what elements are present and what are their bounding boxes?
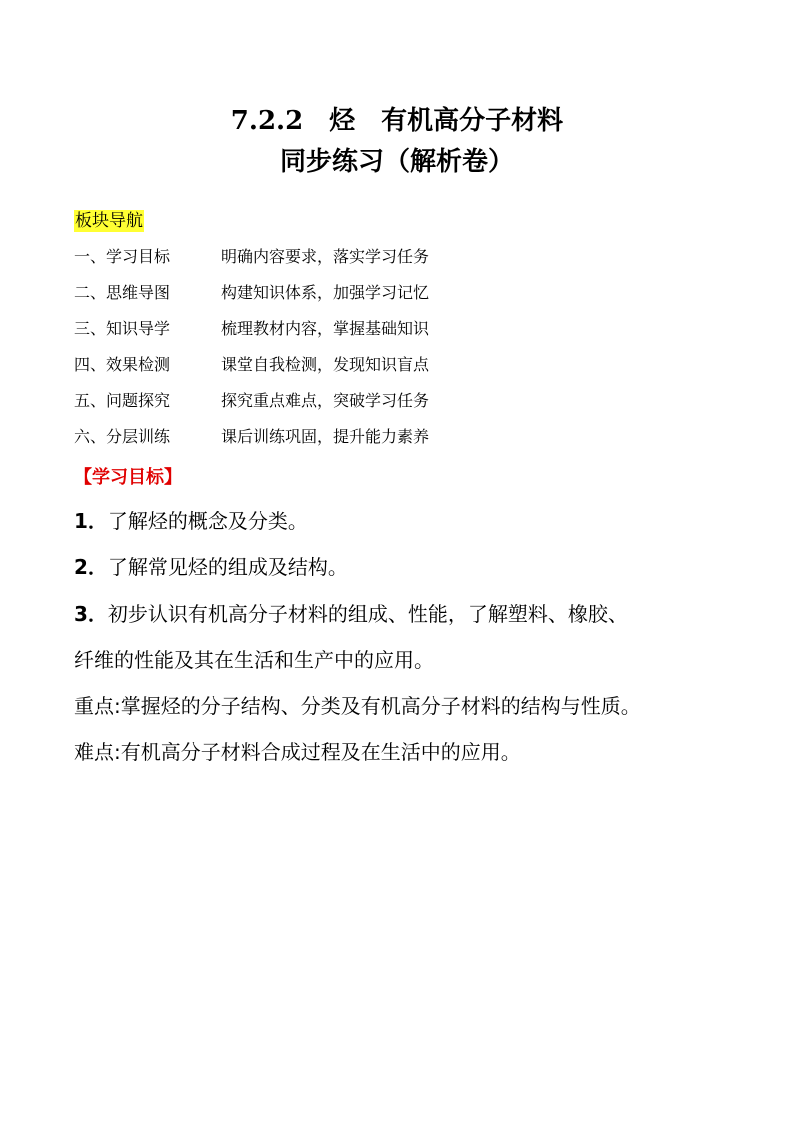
nav-item bbox=[74, 282, 429, 304]
objective-continuation: 纤维的性能及其在生活和生产中的应用。 bbox=[74, 648, 434, 672]
nav-item bbox=[74, 390, 429, 412]
nav-item bbox=[74, 318, 429, 340]
nav-item bbox=[74, 426, 429, 448]
objective-number: 2． bbox=[74, 555, 108, 579]
nav-item bbox=[74, 354, 429, 376]
document-title: 7.2.2 烃 有机高分子材料 bbox=[230, 106, 564, 136]
nav-item-number: 六、 bbox=[74, 427, 107, 446]
nav-item-desc: 构建知识体系，加强学习记忆 bbox=[221, 283, 430, 302]
nav-item-number: 四、 bbox=[74, 355, 107, 374]
nav-item-number: 五、 bbox=[74, 391, 107, 410]
nav-item-name: 知识导学 bbox=[106, 319, 171, 338]
nav-item-name: 学习目标 bbox=[106, 247, 171, 266]
key-point: 重点:掌握烃的分子结构、分类及有机高分子材料的结构与性质。 bbox=[74, 694, 641, 718]
objective-number: 3． bbox=[74, 602, 108, 626]
nav-item-name: 问题探究 bbox=[106, 391, 171, 410]
objective-number: 1． bbox=[74, 509, 108, 533]
nav-item-desc: 课堂自我检测，发现知识盲点 bbox=[221, 355, 430, 374]
objective-text: 了解烃的概念及分类。 bbox=[107, 509, 308, 533]
nav-item-desc: 课后训练巩固，提升能力素养 bbox=[221, 427, 430, 446]
nav-item-desc: 梳理教材内容，掌握基础知识 bbox=[221, 319, 430, 338]
nav-item-name: 思维导图 bbox=[106, 283, 171, 302]
nav-item-number: 二、 bbox=[74, 283, 107, 302]
difficulty-point: 难点:有机高分子材料合成过程及在生活中的应用。 bbox=[74, 740, 521, 764]
objective-item bbox=[74, 508, 308, 534]
nav-item-name: 效果检测 bbox=[106, 355, 171, 374]
nav-item-name: 分层训练 bbox=[106, 427, 171, 446]
nav-item-number: 一、 bbox=[74, 247, 107, 266]
document-subtitle: 同步练习（解析卷） bbox=[279, 147, 514, 177]
nav-item bbox=[74, 246, 429, 268]
objective-item bbox=[74, 554, 348, 580]
objective-text: 初步认识有机高分子材料的组成、性能，了解塑料、橡胶、 bbox=[107, 602, 628, 626]
objectives-heading: 【学习目标】 bbox=[74, 467, 182, 488]
nav-item-desc: 探究重点难点，突破学习任务 bbox=[221, 391, 430, 410]
nav-item-desc: 明确内容要求，落实学习任务 bbox=[221, 247, 430, 266]
objective-text: 了解常见烃的组成及结构。 bbox=[107, 555, 348, 579]
objective-item bbox=[74, 601, 628, 627]
nav-item-number: 三、 bbox=[74, 319, 107, 338]
nav-heading: 板块导航 bbox=[75, 211, 143, 231]
